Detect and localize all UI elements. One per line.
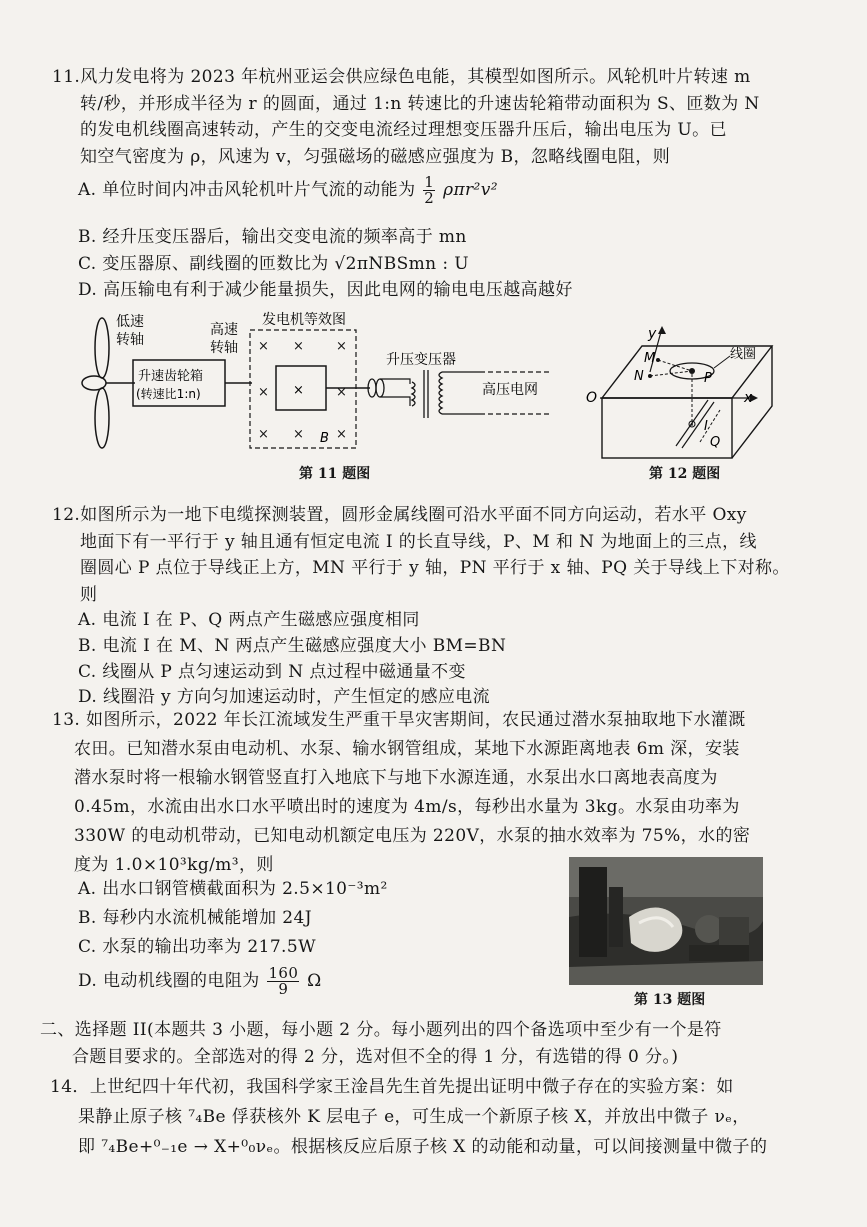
figure-13-photo [569, 857, 763, 985]
line-MP [658, 360, 692, 371]
current-dot-center [691, 423, 693, 425]
q11-line-2: 转/秒，并形成半径为 r 的圆面，通过 1:n 转速比的升速齿轮箱带动面积为 S、匝数为 N [80, 93, 760, 114]
point-N-dot [648, 374, 652, 378]
q13-option-d[interactable] [78, 966, 322, 997]
line-NP [650, 371, 692, 376]
label-high-speed-2: 转轴 [210, 340, 238, 356]
svg-text:×: × [336, 339, 347, 354]
secondary-winding [439, 372, 442, 414]
wire-bottom [380, 397, 410, 406]
q12-line-2: 地面下有一平行于 y 轴且通有恒定电流 I 的长直导线，P、M 和 N 为地面上的三点，线 [80, 531, 757, 552]
label-x: x [744, 390, 753, 406]
q11-option-a-fraction [423, 175, 435, 206]
q13-option-d-unit: Ω [307, 971, 322, 991]
figure-12 [580, 318, 790, 468]
fraction-numerator: 160 [268, 964, 299, 982]
section-2-header [40, 1017, 820, 1070]
q13-line-4: 0.45m，水流由出水口水平喷出时的速度为 4m/s，每秒出水量为 3kg。水泵由功率为 [74, 797, 740, 817]
label-gearbox-1: 升速齿轮箱 [138, 369, 204, 384]
svg-text:×: × [336, 427, 347, 442]
q14-line-1: 14．上世纪四十年代初，我国科学家王淦昌先生首先提出证明中微子存在的实验方案：如 [50, 1077, 734, 1097]
q13-option-a[interactable]: A. 出水口钢管横截面积为 2.5×10⁻³m² [78, 879, 388, 899]
q13-option-b[interactable]: B. 每秒内水流机械能增加 24J [78, 908, 312, 928]
point-M-dot [656, 358, 660, 362]
figure-12-caption: 第 12 题图 [649, 466, 721, 482]
fraction-numerator: 1 [424, 173, 435, 191]
coil-cross-mark: × [293, 383, 304, 398]
q11-option-b[interactable]: B. 经升压变压器后，输出交变电流的频率高于 mn [78, 227, 467, 247]
coil-leader [714, 356, 730, 368]
q13-line-3: 潜水泵时将一根输水钢管竖直打入地底下与地下水源连通，水泵出水口离地表高度为 [74, 768, 718, 788]
fraction-denominator: 2 [424, 189, 435, 207]
figure-11-caption: 第 11 题图 [299, 466, 371, 482]
q11-line-3: 的发电机线圈高速转动，产生的交变电流经过理想变压器升压后，输出电压为 U。已 [80, 120, 727, 140]
q11-option-d[interactable]: D. 高压输电有利于减少能量损失，因此电网的输电电压越高越好 [78, 280, 573, 300]
question-14 [50, 1072, 830, 1162]
figure-11 [80, 308, 560, 468]
label-O: O [586, 390, 598, 406]
figure-12-diagram [580, 318, 790, 468]
q11-line-4: 知空气密度为 ρ，风速为 v，匀强磁场的磁感应强度为 B，忽略线圈电阻，则 [80, 146, 671, 167]
label-high-speed-1: 高速 [210, 322, 238, 338]
q12-line-4: 则 [80, 584, 98, 605]
figure-11-diagram [80, 308, 560, 468]
wind-turbine-blades [82, 318, 109, 448]
label-P: P [704, 371, 712, 386]
q13-line-6: 度为 1.0×10³kg/m³，则 [74, 855, 274, 875]
label-gearbox-2: (转速比1:n) [136, 387, 201, 401]
q12-option-a[interactable]: A. 电流 I 在 P、Q 两点产生磁感应强度相同 [78, 610, 420, 630]
svg-text:×: × [258, 385, 269, 400]
q12-option-b[interactable]: B. 电流 I 在 M、N 两点产生磁感应强度大小 BM=BN [78, 636, 507, 656]
svg-text:×: × [258, 339, 269, 354]
fraction-denominator: 9 [278, 980, 289, 998]
svg-text:×: × [293, 427, 304, 442]
pump-photo-illustration [569, 857, 763, 985]
slip-ring-2 [376, 379, 384, 397]
svg-text:×: × [258, 427, 269, 442]
label-generator: 发电机等效图 [262, 312, 346, 328]
label-low-speed-2: 转轴 [116, 332, 144, 348]
label-I: I [704, 419, 708, 434]
label-low-speed-1: 低速 [116, 314, 144, 330]
q12-option-d[interactable]: D. 线圈沿 y 方向匀加速运动时，产生恒定的感应电流 [78, 687, 491, 707]
q11-option-a-formula: ρπr²v² [443, 180, 498, 200]
label-transformer: 升压变压器 [386, 352, 456, 368]
question-13 [52, 706, 832, 880]
svg-text:×: × [293, 339, 304, 354]
q11-line-1: 11.风力发电将为 2023 年杭州亚运会供应绿色电能，其模型如图所示。风轮机叶片转速 m [52, 67, 751, 87]
q11-option-a[interactable] [78, 175, 498, 206]
svg-text:×: × [336, 385, 347, 400]
q13-line-1: 13. 如图所示，2022 年长江流域发生严重干旱灾害期间，农民通过潜水泵抽取地下水灌溉 [52, 710, 746, 730]
label-N: N [634, 369, 644, 384]
label-B: B [320, 431, 329, 446]
q11-option-c[interactable]: C. 变压器原、副线圈的匝数比为 √2πNBSmn : U [78, 254, 469, 274]
section-2-line-2: 合题目要求的。全部选对的得 2 分，选对但不全的得 1 分，有选错的得 0 分。) [72, 1046, 679, 1067]
question-11 [52, 64, 832, 170]
figure-13-caption: 第 13 题图 [634, 992, 706, 1008]
label-grid: 高压电网 [482, 382, 538, 398]
q14-line-3: 即 ⁷₄Be+⁰₋₁e → X+⁰₀νₑ。根据核反应后原子核 X 的动能和动量，可以间接测量中微子的 [78, 1137, 768, 1157]
wire-top [380, 379, 410, 384]
q13-line-2: 农田。已知潜水泵由电动机、水泵、输水钢管组成，某地下水源距离地表 6m 深，安装 [74, 739, 740, 759]
label-coil: 线圈 [730, 347, 757, 362]
label-M: M [644, 351, 656, 366]
q13-line-5: 330W 的电动机带动，已知电动机额定电压为 220V，水泵的抽水效率为 75%，水的密 [74, 826, 751, 846]
label-y: y [648, 326, 657, 342]
label-Q: Q [710, 435, 721, 450]
q12-option-c[interactable]: C. 线圈从 P 点匀速运动到 N 点过程中磁通量不变 [78, 662, 466, 682]
primary-winding [412, 382, 415, 406]
q13-option-c[interactable]: C. 水泵的输出功率为 217.5W [78, 937, 316, 957]
q14-line-2: 果静止原子核 ⁷₄Be 俘获核外 K 层电子 e，可生成一个新原子核 X，并放出中微子 νₑ， [78, 1107, 750, 1127]
y-axis-arrow [658, 326, 666, 334]
section-2-line-1: 二、选择题 II(本题共 3 小题，每小题 2 分。每小题列出的四个备选项中至少有一个是符 [40, 1020, 722, 1040]
q13-option-d-text: D. 电动机线圈的电阻为 [78, 971, 260, 991]
q12-line-3: 圈圆心 P 点位于导线正上方，MN 平行于 y 轴，PN 平行于 x 轴、PQ 关于导线上下对称。 [80, 558, 790, 578]
q12-line-1: 12.如图所示为一地下电缆探测装置，圆形金属线圈可沿水平面不同方向运动，若水平 Oxy [52, 505, 747, 525]
q11-option-a-text: A. 单位时间内冲击风轮机叶片气流的动能为 [78, 180, 416, 200]
q13-option-d-fraction [267, 966, 299, 997]
question-12 [52, 502, 832, 608]
